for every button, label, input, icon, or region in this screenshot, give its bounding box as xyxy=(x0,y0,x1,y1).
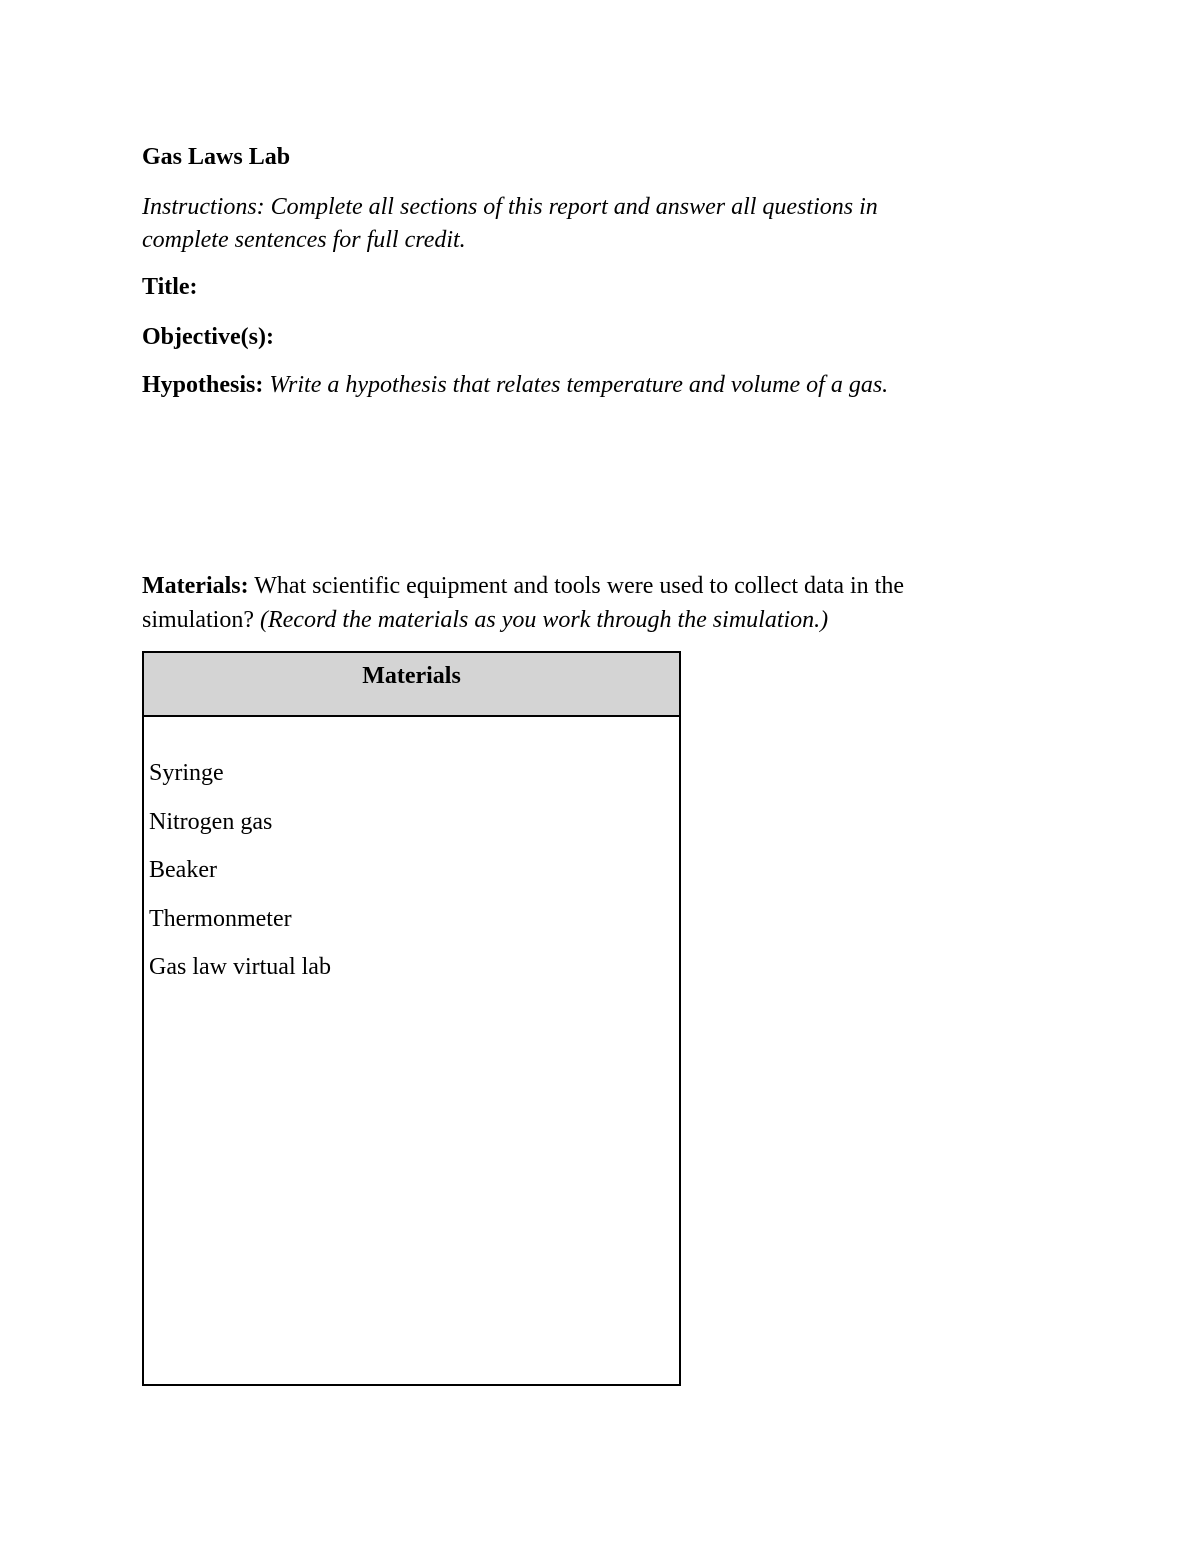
material-item-beaker: Beaker xyxy=(149,857,217,884)
materials-label: Materials: xyxy=(142,573,249,599)
hypothesis-line xyxy=(142,368,888,402)
material-item-gas-law-virtual-lab: Gas law virtual lab xyxy=(149,954,331,981)
instructions-line-2: complete sentences for full credit. xyxy=(142,227,466,253)
materials-question-line-2 xyxy=(142,603,828,637)
materials-table xyxy=(142,651,681,1386)
title-label: Title: xyxy=(142,274,198,300)
materials-question-part2: simulation? xyxy=(142,607,254,633)
objective-label: Objective(s): xyxy=(142,324,274,350)
materials-question-line-1 xyxy=(142,569,904,603)
instructions-line-1: Instructions: Complete all sections of this report and answer all questions in xyxy=(142,194,878,220)
document-title: Gas Laws Lab xyxy=(142,144,291,170)
material-item-nitrogen-gas: Nitrogen gas xyxy=(149,808,273,835)
materials-table-header: Materials xyxy=(144,653,679,717)
materials-table-body xyxy=(144,717,679,992)
materials-note: (Record the materials as you work through the simulation.) xyxy=(259,607,829,633)
hypothesis-prompt: Write a hypothesis that relates temperature and volume of a gas. xyxy=(269,372,889,398)
material-item-thermometer: Thermonmeter xyxy=(149,905,292,932)
materials-question-part1: What scientific equipment and tools were used to collect data in the xyxy=(254,573,904,599)
hypothesis-label: Hypothesis: xyxy=(142,372,264,398)
material-item-syringe: Syringe xyxy=(149,760,224,786)
